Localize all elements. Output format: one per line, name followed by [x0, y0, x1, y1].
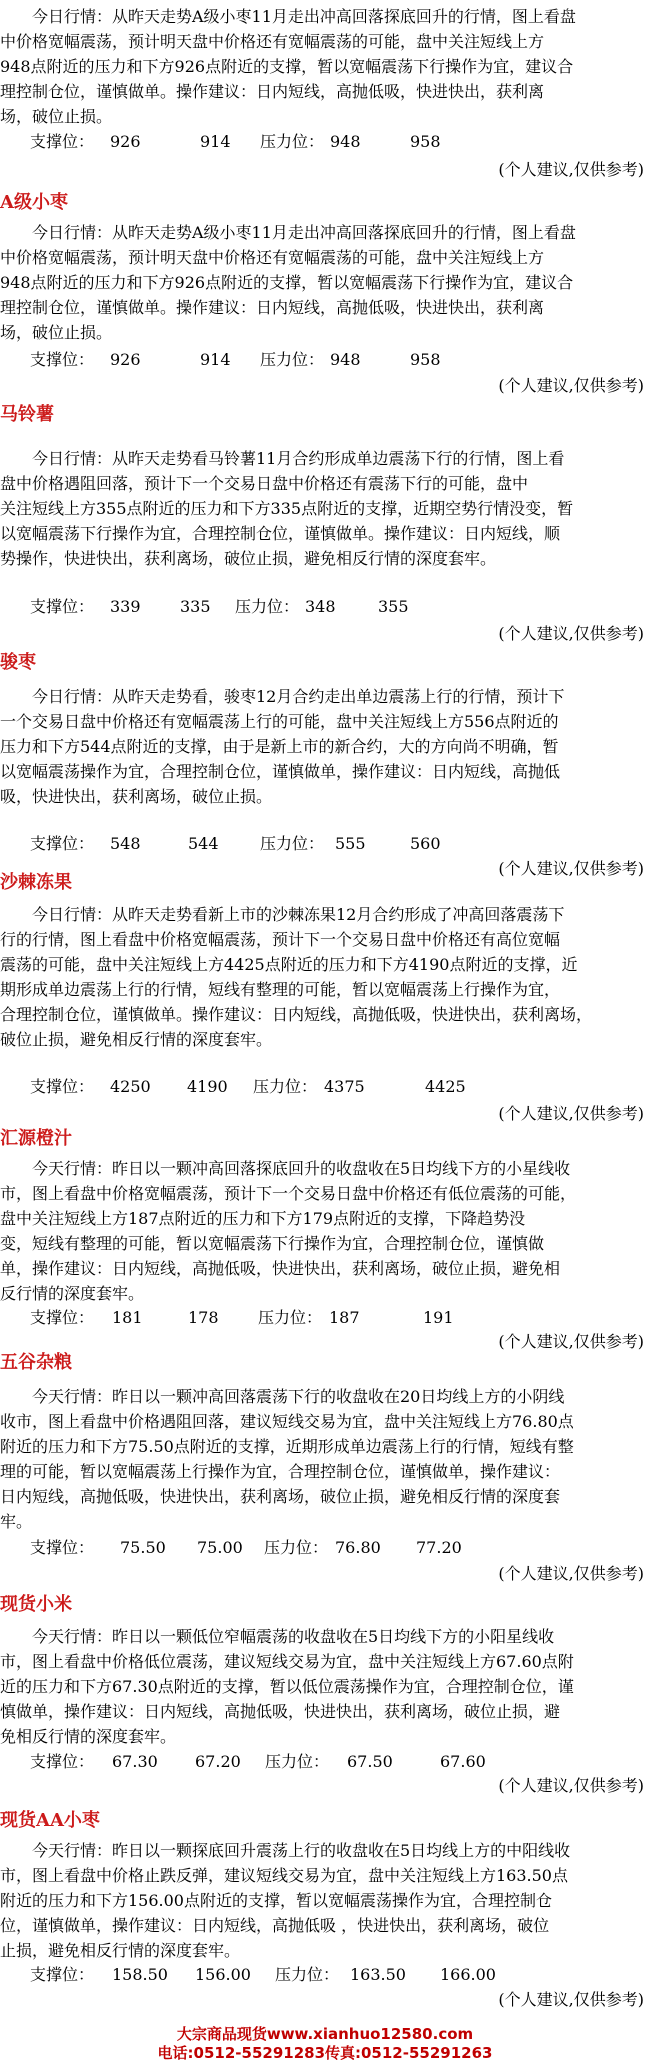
body-line: 合理控制仓位，谨慎做单。操作建议：日内短线，高抛低吸，快进快出，获利离场，	[0, 1005, 593, 1024]
resistance-label: 压力位：	[258, 1308, 323, 1327]
body-line: 压力和下方544点附近的支撑，由于是新上市的新合约，大的方向尚不明确，暂	[0, 737, 559, 756]
contact-footer	[0, 2025, 650, 2063]
section-body	[0, 684, 645, 809]
resistance-value-1: 555	[335, 834, 366, 853]
body-line: 破位止损，避免相反行情的深度套牢。	[0, 1030, 273, 1049]
section-body	[0, 220, 645, 345]
body-line: 场，破位止损。	[0, 107, 113, 126]
body-line: 今日行情：从昨天走势看马铃薯11月合约形成单边震荡下行的行情，图上看	[32, 449, 565, 468]
support-value-1: 75.50	[120, 1538, 166, 1557]
resistance-label: 压力位：	[260, 350, 325, 369]
resistance-label: 压力位：	[265, 1752, 330, 1771]
disclaimer-note: (个人建议,仅供参考)	[498, 1990, 644, 2009]
section-title: 沙棘冻果	[0, 872, 72, 893]
body-line: 948点附近的压力和下方926点附近的支撑，暂以宽幅震荡下行操作为宜，建议合	[0, 57, 574, 76]
body-line: 牢。	[0, 1512, 33, 1531]
body-line: 一个交易日盘中价格还有宽幅震荡上行的可能，盘中关注短线上方556点附近的	[0, 712, 559, 731]
support-value-1: 181	[112, 1308, 143, 1327]
disclaimer-note: (个人建议,仅供参考)	[498, 624, 644, 643]
resistance-value-2: 958	[410, 350, 441, 369]
support-value-2: 178	[188, 1308, 219, 1327]
body-line: 免相反行情的深度套牢。	[0, 1727, 177, 1746]
body-line: 市，图上看盘中价格宽幅震荡，预计下一个交易日盘中价格还有低位震荡的可能，	[0, 1184, 577, 1203]
support-value-2: 75.00	[197, 1538, 243, 1557]
resistance-value-2: 67.60	[440, 1752, 486, 1771]
resistance-value-2: 355	[378, 597, 409, 616]
resistance-value-2: 77.20	[416, 1538, 462, 1557]
resistance-label: 压力位：	[260, 834, 325, 853]
resistance-label: 压力位：	[260, 132, 325, 151]
website-line[interactable]: 大宗商品现货www.xianhuo12580.com	[176, 2025, 474, 2043]
support-value-1: 926	[110, 132, 141, 151]
body-line: 势操作，快进快出，获利离场，破位止损，避免相反行情的深度套牢。	[0, 549, 497, 568]
support-value-2: 914	[200, 350, 231, 369]
body-line: 市，图上看盘中价格止跌反弹，建议短线交易为宜，盘中关注短线上方163.50点	[0, 1866, 568, 1885]
body-line: 收市，图上看盘中价格遇阻回落，建议短线交易为宜，盘中关注短线上方76.80点	[0, 1412, 574, 1431]
disclaimer-note: (个人建议,仅供参考)	[498, 1776, 644, 1795]
section-title: 现货AA小枣	[0, 1810, 100, 1831]
resistance-value-1: 4375	[324, 1077, 365, 1096]
body-line: 理控制仓位，谨慎做单。操作建议：日内短线，高抛低吸，快进快出，获利离	[0, 82, 545, 101]
disclaimer-note: (个人建议,仅供参考)	[498, 1104, 644, 1123]
section-body	[0, 4, 645, 129]
body-line: 盘中关注短线上方187点附近的压力和下方179点附近的支撑，下降趋势没	[0, 1209, 526, 1228]
support-value-1: 926	[110, 350, 141, 369]
support-value-1: 4250	[110, 1077, 151, 1096]
support-value-2: 67.20	[195, 1752, 241, 1771]
section-title: 汇源橙汁	[0, 1128, 72, 1149]
body-line: 今日行情：从昨天走势A级小枣11月走出冲高回落探底回升的行情，图上看盘	[32, 223, 576, 242]
support-label: 支撑位：	[30, 132, 95, 151]
body-line: 近的压力和下方67.30点附近的支撑，暂以低位震荡操作为宜，合理控制仓位，谨	[0, 1677, 574, 1696]
body-line: 慎做单，操作建议：日内短线，高抛低吸，快进快出，获利离场，破位止损，避	[0, 1702, 561, 1721]
resistance-value-2: 560	[410, 834, 441, 853]
body-line: 场，破位止损。	[0, 323, 113, 342]
body-line: 变，短线有整理的可能，暂以宽幅震荡下行操作为宜，合理控制仓位，谨慎做	[0, 1234, 545, 1253]
resistance-value-1: 948	[330, 132, 361, 151]
resistance-label: 压力位：	[253, 1077, 318, 1096]
support-label: 支撑位：	[30, 1538, 95, 1557]
support-value-1: 67.30	[112, 1752, 158, 1771]
resistance-label: 压力位：	[235, 597, 300, 616]
support-label: 支撑位：	[30, 1752, 95, 1771]
support-value-1: 339	[110, 597, 141, 616]
body-line: 今天行情：昨日以一颗探底回升震荡上行的收盘收在5日均线上方的中阳线收	[32, 1841, 571, 1860]
support-label: 支撑位：	[30, 1308, 95, 1327]
body-line: 今日行情：从昨天走势看新上市的沙棘冻果12月合约形成了冲高回落震荡下	[32, 905, 565, 924]
support-label: 支撑位：	[30, 1077, 95, 1096]
body-line: 吸，快进快出，获利离场，破位止损。	[0, 787, 273, 806]
section-body	[0, 446, 645, 571]
support-value-2: 4190	[187, 1077, 228, 1096]
section-title: 马铃薯	[0, 404, 54, 425]
disclaimer-note: (个人建议,仅供参考)	[498, 1564, 644, 1583]
resistance-value-1: 67.50	[347, 1752, 393, 1771]
body-line: 位，谨慎做单，操作建议：日内短线，高抛低吸 ，快进快出，获利离场，破位	[0, 1916, 550, 1935]
body-line: 今天行情：昨日以一颗低位窄幅震荡的收盘收在5日均线下方的小阳星线收	[32, 1627, 555, 1646]
body-line: 今天行情：昨日以一颗冲高回落探底回升的收盘收在5日均线下方的小星线收	[32, 1159, 571, 1178]
support-value-2: 914	[200, 132, 231, 151]
body-line: 附近的压力和下方156.00点附近的支撑，暂以宽幅震荡操作为宜，合理控制仓	[0, 1891, 552, 1910]
resistance-value-1: 76.80	[335, 1538, 381, 1557]
support-value-2: 544	[188, 834, 219, 853]
resistance-label: 压力位：	[264, 1538, 329, 1557]
body-line: 948点附近的压力和下方926点附近的支撑，暂以宽幅震荡下行操作为宜，建议合	[0, 273, 574, 292]
section-body	[0, 1838, 645, 1963]
body-line: 日内短线，高抛低吸，快进快出，获利离场，破位止损，避免相反行情的深度套	[0, 1487, 561, 1506]
support-label: 支撑位：	[30, 597, 95, 616]
section-body	[0, 1384, 645, 1534]
body-line: 震荡的可能，盘中关注短线上方4425点附近的压力和下方4190点附近的支撑，近	[0, 955, 578, 974]
support-label: 支撑位：	[30, 1965, 95, 1984]
resistance-value-2: 166.00	[440, 1965, 496, 1984]
section-body	[0, 1624, 645, 1749]
body-line: 理控制仓位，谨慎做单。操作建议：日内短线，高抛低吸，快进快出，获利离	[0, 298, 545, 317]
section-body	[0, 902, 645, 1052]
support-label: 支撑位：	[30, 834, 95, 853]
support-value-2: 156.00	[195, 1965, 251, 1984]
body-line: 关注短线上方355点附近的压力和下方335点附近的支撑，近期空势行情没变，暂	[0, 499, 574, 518]
resistance-value-1: 187	[329, 1308, 360, 1327]
body-line: 理的可能，暂以宽幅震荡上行操作为宜，合理控制仓位，谨慎做单，操作建议：	[0, 1462, 561, 1481]
section-title: A级小枣	[0, 192, 68, 213]
phone-fax-line: 电话:0512-55291283传真:0512-55291263	[157, 2044, 493, 2062]
resistance-value-1: 348	[305, 597, 336, 616]
body-line: 反行情的深度套牢。	[0, 1284, 145, 1303]
disclaimer-note: (个人建议,仅供参考)	[498, 160, 644, 179]
body-line: 市，图上看盘中价格低位震荡，建议短线交易为宜，盘中关注短线上方67.60点附	[0, 1652, 574, 1671]
body-line: 期形成单边震荡上行的行情，短线有整理的可能，暂以宽幅震荡上行操作为宜，	[0, 980, 561, 999]
resistance-value-2: 958	[410, 132, 441, 151]
body-line: 今日行情：从昨天走势看，骏枣12月合约走出单边震荡上行的行情，预计下	[32, 687, 565, 706]
support-label: 支撑位：	[30, 350, 95, 369]
resistance-label: 压力位：	[275, 1965, 340, 1984]
body-line: 今日行情：从昨天走势A级小枣11月走出冲高回落探底回升的行情，图上看盘	[32, 7, 576, 26]
section-body	[0, 1156, 645, 1306]
body-line: 中价格宽幅震荡，预计明天盘中价格还有宽幅震荡的可能，盘中关注短线上方	[0, 248, 545, 267]
disclaimer-note: (个人建议,仅供参考)	[498, 1332, 644, 1351]
body-line: 以宽幅震荡下行操作为宜，合理控制仓位，谨慎做单。操作建议：日内短线，顺	[0, 524, 561, 543]
body-line: 以宽幅震荡操作为宜，合理控制仓位，谨慎做单，操作建议：日内短线，高抛低	[0, 762, 561, 781]
resistance-value-2: 191	[423, 1308, 454, 1327]
body-line: 附近的压力和下方75.50点附近的支撑，近期形成单边震荡上行的行情，短线有整	[0, 1437, 574, 1456]
resistance-value-1: 948	[330, 350, 361, 369]
resistance-value-2: 4425	[425, 1077, 466, 1096]
body-line: 盘中价格遇阻回落，预计下一个交易日盘中价格还有震荡下行的可能，盘中	[0, 474, 529, 493]
body-line: 中价格宽幅震荡，预计明天盘中价格还有宽幅震荡的可能，盘中关注短线上方	[0, 32, 545, 51]
section-title: 骏枣	[0, 652, 36, 673]
disclaimer-note: (个人建议,仅供参考)	[498, 859, 644, 878]
body-line: 今天行情：昨日以一颗冲高回落震荡下行的收盘收在20日均线上方的小阴线	[32, 1387, 565, 1406]
support-value-1: 548	[110, 834, 141, 853]
body-line: 行的行情，图上看盘中价格宽幅震荡，预计下一个交易日盘中价格还有高位宽幅	[0, 930, 561, 949]
resistance-value-1: 163.50	[350, 1965, 406, 1984]
disclaimer-note: (个人建议,仅供参考)	[498, 376, 644, 395]
section-title: 现货小米	[0, 1594, 72, 1615]
section-title: 五谷杂粮	[0, 1352, 72, 1373]
support-value-2: 335	[180, 597, 211, 616]
support-value-1: 158.50	[112, 1965, 168, 1984]
body-line: 止损，避免相反行情的深度套牢。	[0, 1941, 241, 1960]
body-line: 单，操作建议：日内短线，高抛低吸，快进快出，获利离场，破位止损，避免相	[0, 1259, 561, 1278]
